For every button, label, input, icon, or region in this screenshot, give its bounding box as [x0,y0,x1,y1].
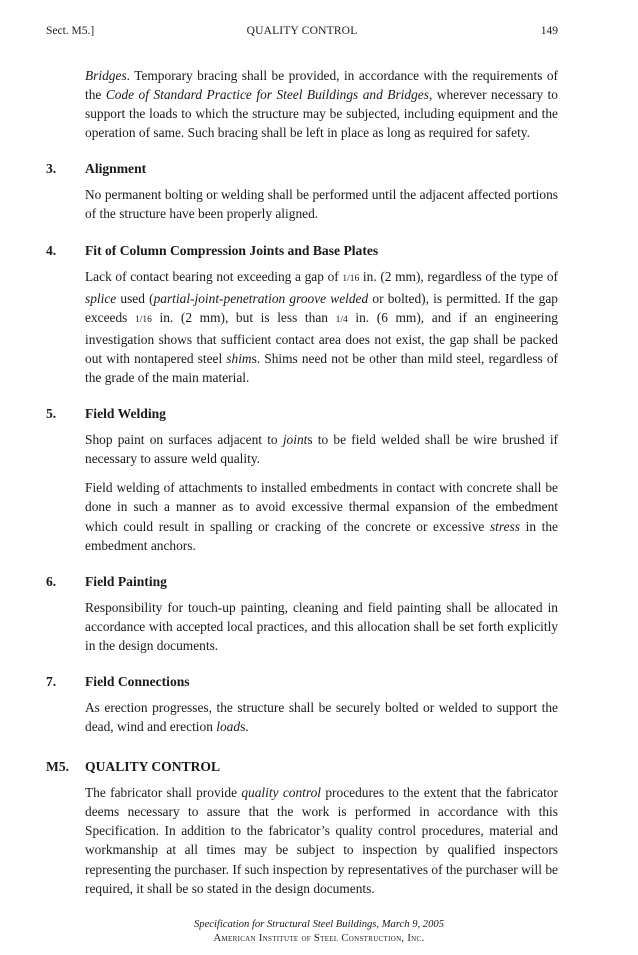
section-heading-field-welding [46,404,558,423]
section-heading-field-painting [46,572,558,591]
section-heading-alignment [46,159,558,178]
section-title: Fit of Column Compression Joints and Base Plates [85,242,379,258]
section-number: 3. [46,161,57,177]
section-title: Field Welding [85,406,166,422]
intro-paragraph: Bridges. Temporary bracing shall be provided, in accordance with the requirements of the Code of Standard Practice for Steel Buildings and Bridges, wherever necessary to support the loads to which the structure may be subjected, including equipment and the operation of same. Such bracing shall be left in place as long as required for safety. [85,68,558,141]
page-body [46,66,558,898]
fraction: 1/16 [342,273,360,284]
quality-control-paragraph: The fabricator shall provide quality control procedures to the extent that the fabricator deems necessary to assure that the work is performed in accordance with this Specification. In addition to the fabricator’s quality control procedures, material and workmanship at all times may be subject to inspection by qualified inspectors representing the purchaser. If such inspection by representatives of the purchaser will be required, it shall be so stated in the design documents. [85,785,558,896]
page-number: 149 [540,25,558,37]
footer-publisher-line: American Institute of Steel Construction, Inc. [213,932,425,944]
section-reference: Sect. M5.] [46,25,95,37]
section-number: 4. [46,242,57,258]
field-welding-paragraph-1: Shop paint on surfaces adjacent to joints to be field welded shall be wire brushed if necessary to assure weld quality. [85,432,559,467]
section-title: Alignment [85,161,147,177]
running-header [46,25,558,41]
fraction: 1/4 [335,314,348,325]
section-heading-field-connections [46,672,558,691]
field-connections-paragraph: As erection progresses, the structure shall be securely bolted or welded to support the dead, wind and erection loads. [85,699,558,735]
fraction: 1/16 [135,314,152,325]
section-number: 5. [46,406,57,422]
section-title: Field Painting [85,573,167,589]
intro-italic-code-title: Code of Standard Practice for Steel Buildings and Bridges [105,87,429,103]
page-footer [0,918,638,945]
fit-of-column-paragraph: Lack of contact bearing not exceeding a gap of 1/16 in. (2 mm), regardless of the type of splice used (partial-joint-penetration groove welded or bolted), is permitted. If the gap exceeds 1/16 in. (2 mm), but is less than 1/4 in. (6 mm), and if an engineering investigation shows that sufficient contact area does not exist, the gap shall be packed out with nontapered steel shims. Shims need not be other than mild steel, regardless of the grade of the main material. [85,268,558,386]
section-number: M5. [46,759,70,775]
section-title: Field Connections [85,673,190,689]
field-painting-paragraph: Responsibility for touch-up painting, cleaning and field painting shall be allocated in accordance with accepted local practices, and this allocation shall be set forth explicitly in the design documents. [85,599,558,653]
section-number: 7. [46,673,57,689]
alignment-paragraph: No permanent bolting or welding shall be performed until the adjacent affected portions of the structure have been properly aligned. [85,187,558,222]
section-number: 6. [46,573,57,589]
section-heading-quality-control [46,757,558,776]
section-title: QUALITY CONTROL [85,759,221,775]
intro-italic-bridges: Bridges [85,68,127,83]
section-heading-fit-of-column [46,241,558,260]
running-title: QUALITY CONTROL [246,25,358,37]
footer-specification-line: Specification for Structural Steel Buildings, March 9, 2005 [193,919,444,930]
field-welding-paragraph-2: Field welding of attachments to installed embedments in contact with concrete shall be done in such a manner as to avoid excessive thermal expansion of the embedment which could result in spalling or cracking of the concrete or excessive stress in the embedment anchors. [85,480,558,553]
